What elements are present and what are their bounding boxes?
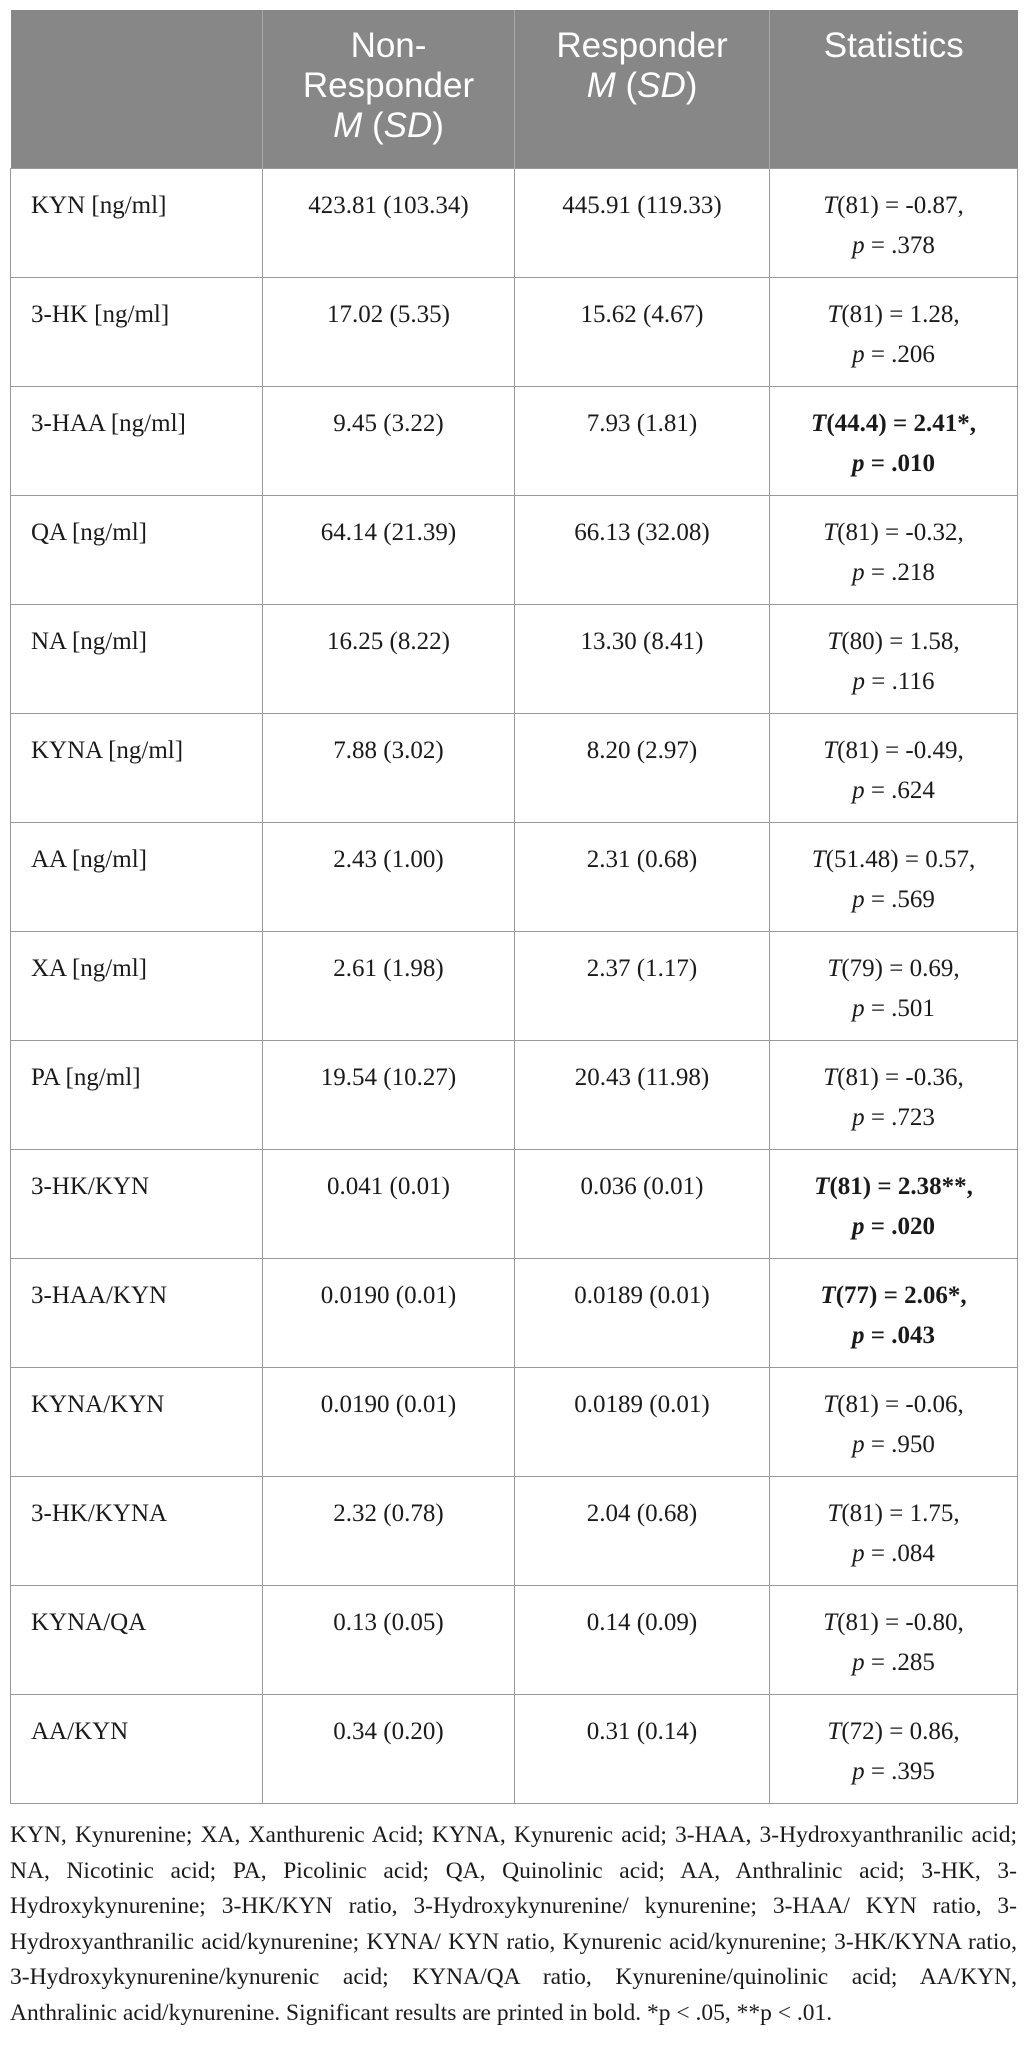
non-responder-value: 2.43 (1.00) [263, 822, 515, 931]
non-responder-value: 423.81 (103.34) [263, 168, 515, 277]
non-responder-value: 0.0190 (0.01) [263, 1258, 515, 1367]
statistic-t-symbol: T [823, 1608, 838, 1636]
statistic-p-line [776, 771, 1011, 811]
statistic-p-text: = .395 [864, 1757, 935, 1785]
statistics-value [770, 713, 1018, 822]
statistics-value [770, 1149, 1018, 1258]
statistic-p-symbol: p [852, 558, 865, 586]
header-empty [11, 10, 263, 168]
statistic-t-text: (77) = 2.06*, [835, 1281, 967, 1309]
statistic-t-symbol: T [811, 845, 826, 873]
statistic-t-text: (81) = 1.28, [841, 300, 960, 328]
statistic-t-symbol: T [823, 736, 838, 764]
statistics-value [770, 1367, 1018, 1476]
responder-value: 13.30 (8.41) [515, 604, 770, 713]
statistic-p-symbol: p [852, 776, 865, 804]
statistic-t-line [776, 1385, 1011, 1425]
statistic-t-text: (81) = -0.87, [837, 191, 964, 219]
statistic-t-line [776, 1603, 1011, 1643]
table-row [11, 1367, 1018, 1476]
results-table-container [10, 10, 1017, 1804]
statistic-t-line [776, 404, 1011, 444]
header-non-responder-line1: Non- [350, 26, 427, 65]
statistic-p-line [776, 989, 1011, 1029]
statistics-value [770, 1694, 1018, 1803]
statistics-value [770, 168, 1018, 277]
table-row [11, 713, 1018, 822]
statistic-t-symbol: T [827, 627, 842, 655]
header-non-responder-line3: M (SD) [333, 106, 444, 145]
non-responder-value: 0.041 (0.01) [263, 1149, 515, 1258]
header-non-responder [263, 10, 515, 168]
statistic-t-text: (81) = 2.38**, [829, 1172, 973, 1200]
row-label: AA/KYN [11, 1694, 263, 1803]
statistic-p-text: = .569 [864, 885, 935, 913]
row-label: QA [ng/ml] [11, 495, 263, 604]
non-responder-value: 2.61 (1.98) [263, 931, 515, 1040]
statistic-p-text: = .378 [864, 231, 935, 259]
statistic-t-line [776, 1058, 1011, 1098]
statistic-p-text: = .218 [864, 558, 935, 586]
responder-value: 66.13 (32.08) [515, 495, 770, 604]
responder-value: 0.0189 (0.01) [515, 1258, 770, 1367]
statistic-t-text: (81) = -0.80, [837, 1608, 964, 1636]
header-responder-line2: M (SD) [586, 66, 698, 105]
row-label: KYNA [ng/ml] [11, 713, 263, 822]
header-responder [515, 10, 770, 168]
statistic-p-text: = .010 [864, 449, 935, 477]
row-label: AA [ng/ml] [11, 822, 263, 931]
statistic-p-symbol: p [852, 1539, 865, 1567]
responder-value: 15.62 (4.67) [515, 277, 770, 386]
statistic-p-line [776, 335, 1011, 375]
statistic-p-symbol: p [852, 231, 865, 259]
table-footnote: KYN, Kynurenine; XA, Xanthurenic Acid; KYNA, Kynurenic acid; 3-HAA, 3-Hydroxyanthranilic acid; NA, Nicotinic acid; PA, Picolinic acid; QA, Quinolinic acid; AA, Anthralinic acid; 3-HK, 3-Hydroxykynurenine; 3-HK/KYN ratio, 3-Hydroxykynurenine/ kynurenine; 3-HAA/ KYN ratio, 3-Hydroxyanthranilic acid/kynurenine; KYNA/ KYN ratio, Kynurenic acid/kynurenine; 3-HK/KYNA ratio, 3-Hydroxykynurenine/kynurenic acid; KYNA/QA ratio, Kynurenine/quinolinic acid; AA/KYN, Anthralinic acid/kynurenine. Significant results are printed in bold. *p < .05, **p < .01. [10, 1822, 1017, 2026]
responder-value: 2.04 (0.68) [515, 1476, 770, 1585]
statistics-value [770, 1040, 1018, 1149]
statistic-p-line [776, 1425, 1011, 1465]
statistic-t-line [776, 1494, 1011, 1534]
statistic-t-symbol: T [811, 409, 827, 437]
statistic-p-line [776, 662, 1011, 702]
row-label: 3-HAA [ng/ml] [11, 386, 263, 495]
statistic-p-line [776, 553, 1011, 593]
statistics-value [770, 1258, 1018, 1367]
responder-value: 445.91 (119.33) [515, 168, 770, 277]
non-responder-value: 2.32 (0.78) [263, 1476, 515, 1585]
statistic-t-line [776, 840, 1011, 880]
responder-value: 2.37 (1.17) [515, 931, 770, 1040]
statistic-t-symbol: T [827, 954, 842, 982]
statistic-t-text: (44.4) = 2.41*, [826, 409, 976, 437]
statistic-t-symbol: T [823, 191, 838, 219]
statistics-value [770, 495, 1018, 604]
statistic-p-text: = .501 [864, 994, 935, 1022]
table-row [11, 277, 1018, 386]
statistic-p-symbol: p [852, 1103, 865, 1131]
statistic-t-symbol: T [823, 1063, 838, 1091]
statistic-p-line [776, 880, 1011, 920]
non-responder-value: 64.14 (21.39) [263, 495, 515, 604]
statistic-p-line [776, 444, 1011, 484]
statistic-t-symbol: T [827, 1717, 842, 1745]
responder-value: 0.0189 (0.01) [515, 1367, 770, 1476]
statistic-t-line [776, 1712, 1011, 1752]
statistic-p-text: = .950 [864, 1430, 935, 1458]
statistic-t-text: (80) = 1.58, [841, 627, 960, 655]
statistic-t-line [776, 513, 1011, 553]
row-label: PA [ng/ml] [11, 1040, 263, 1149]
statistic-p-symbol: p [852, 885, 865, 913]
header-statistics: Statistics [770, 10, 1018, 168]
table-row [11, 386, 1018, 495]
statistic-t-line [776, 186, 1011, 226]
statistic-p-symbol: p [852, 1430, 865, 1458]
non-responder-value: 0.34 (0.20) [263, 1694, 515, 1803]
table-row [11, 1149, 1018, 1258]
statistic-p-symbol: p [852, 449, 865, 477]
statistic-t-text: (72) = 0.86, [841, 1717, 960, 1745]
header-non-responder-line2: Responder [302, 66, 475, 105]
statistic-t-symbol: T [823, 518, 838, 546]
row-label: 3-HK/KYNA [11, 1476, 263, 1585]
non-responder-value: 9.45 (3.22) [263, 386, 515, 495]
row-label: 3-HK [ng/ml] [11, 277, 263, 386]
statistic-t-line [776, 295, 1011, 335]
table-row [11, 1040, 1018, 1149]
table-row [11, 495, 1018, 604]
statistic-t-text: (81) = -0.36, [837, 1063, 964, 1091]
statistic-p-text: = .206 [864, 340, 935, 368]
responder-value: 20.43 (11.98) [515, 1040, 770, 1149]
responder-value: 0.036 (0.01) [515, 1149, 770, 1258]
statistic-t-symbol: T [823, 1390, 838, 1418]
statistic-p-line [776, 1207, 1011, 1247]
statistic-p-symbol: p [852, 667, 866, 695]
row-label: KYNA/KYN [11, 1367, 263, 1476]
responder-value: 0.31 (0.14) [515, 1694, 770, 1803]
statistics-value [770, 277, 1018, 386]
row-label: XA [ng/ml] [11, 931, 263, 1040]
non-responder-value: 19.54 (10.27) [263, 1040, 515, 1149]
table-row [11, 604, 1018, 713]
non-responder-value: 7.88 (3.02) [263, 713, 515, 822]
statistic-t-line [776, 1276, 1011, 1316]
statistic-p-text: = .116 [865, 667, 935, 695]
responder-value: 7.93 (1.81) [515, 386, 770, 495]
table-row [11, 1694, 1018, 1803]
non-responder-value: 17.02 (5.35) [263, 277, 515, 386]
statistic-p-line [776, 1643, 1011, 1683]
row-label: KYN [ng/ml] [11, 168, 263, 277]
statistics-value [770, 822, 1018, 931]
statistic-p-symbol: p [852, 1212, 865, 1240]
statistics-value [770, 1585, 1018, 1694]
statistics-value [770, 386, 1018, 495]
statistic-t-symbol: T [827, 300, 842, 328]
statistic-p-line [776, 1534, 1011, 1574]
statistic-p-text: = .723 [864, 1103, 935, 1131]
statistic-t-text: (81) = 1.75, [841, 1499, 960, 1527]
statistic-t-text: (81) = -0.49, [837, 736, 964, 764]
header-row [11, 10, 1018, 168]
responder-value: 2.31 (0.68) [515, 822, 770, 931]
statistics-value [770, 604, 1018, 713]
row-label: KYNA/QA [11, 1585, 263, 1694]
statistic-p-line [776, 1752, 1011, 1792]
statistic-t-line [776, 1167, 1011, 1207]
statistic-t-line [776, 731, 1011, 771]
statistic-p-symbol: p [852, 1648, 865, 1676]
statistic-p-symbol: p [852, 994, 865, 1022]
statistic-p-symbol: p [852, 340, 865, 368]
table-row [11, 1258, 1018, 1367]
statistic-t-text: (51.48) = 0.57, [825, 845, 976, 873]
statistics-value [770, 931, 1018, 1040]
statistic-t-text: (79) = 0.69, [841, 954, 960, 982]
statistic-p-line [776, 1316, 1011, 1356]
non-responder-value: 0.13 (0.05) [263, 1585, 515, 1694]
header-responder-line1: Responder [556, 26, 728, 65]
statistic-t-text: (81) = -0.06, [837, 1390, 964, 1418]
table-row [11, 168, 1018, 277]
statistic-t-symbol: T [820, 1281, 836, 1309]
responder-value: 0.14 (0.09) [515, 1585, 770, 1694]
table-row [11, 1476, 1018, 1585]
statistic-t-text: (81) = -0.32, [837, 518, 964, 546]
non-responder-value: 0.0190 (0.01) [263, 1367, 515, 1476]
results-table [10, 10, 1018, 1804]
row-label: NA [ng/ml] [11, 604, 263, 713]
statistic-t-symbol: T [827, 1499, 842, 1527]
statistic-t-line [776, 949, 1011, 989]
statistics-value [770, 1476, 1018, 1585]
table-body [11, 168, 1018, 1803]
table-row [11, 931, 1018, 1040]
statistic-p-text: = .285 [864, 1648, 935, 1676]
statistic-p-line [776, 1098, 1011, 1138]
statistic-p-text: = .020 [864, 1212, 935, 1240]
statistic-p-text: = .084 [864, 1539, 935, 1567]
statistic-p-text: = .043 [864, 1321, 935, 1349]
statistic-t-symbol: T [814, 1172, 830, 1200]
row-label: 3-HK/KYN [11, 1149, 263, 1258]
statistic-p-text: = .624 [864, 776, 935, 804]
statistic-p-line [776, 226, 1011, 266]
table-header [11, 10, 1018, 168]
non-responder-value: 16.25 (8.22) [263, 604, 515, 713]
responder-value: 8.20 (2.97) [515, 713, 770, 822]
statistic-p-symbol: p [852, 1321, 865, 1349]
statistic-t-line [776, 622, 1011, 662]
statistic-p-symbol: p [852, 1757, 865, 1785]
table-row [11, 1585, 1018, 1694]
row-label: 3-HAA/KYN [11, 1258, 263, 1367]
table-row [11, 822, 1018, 931]
